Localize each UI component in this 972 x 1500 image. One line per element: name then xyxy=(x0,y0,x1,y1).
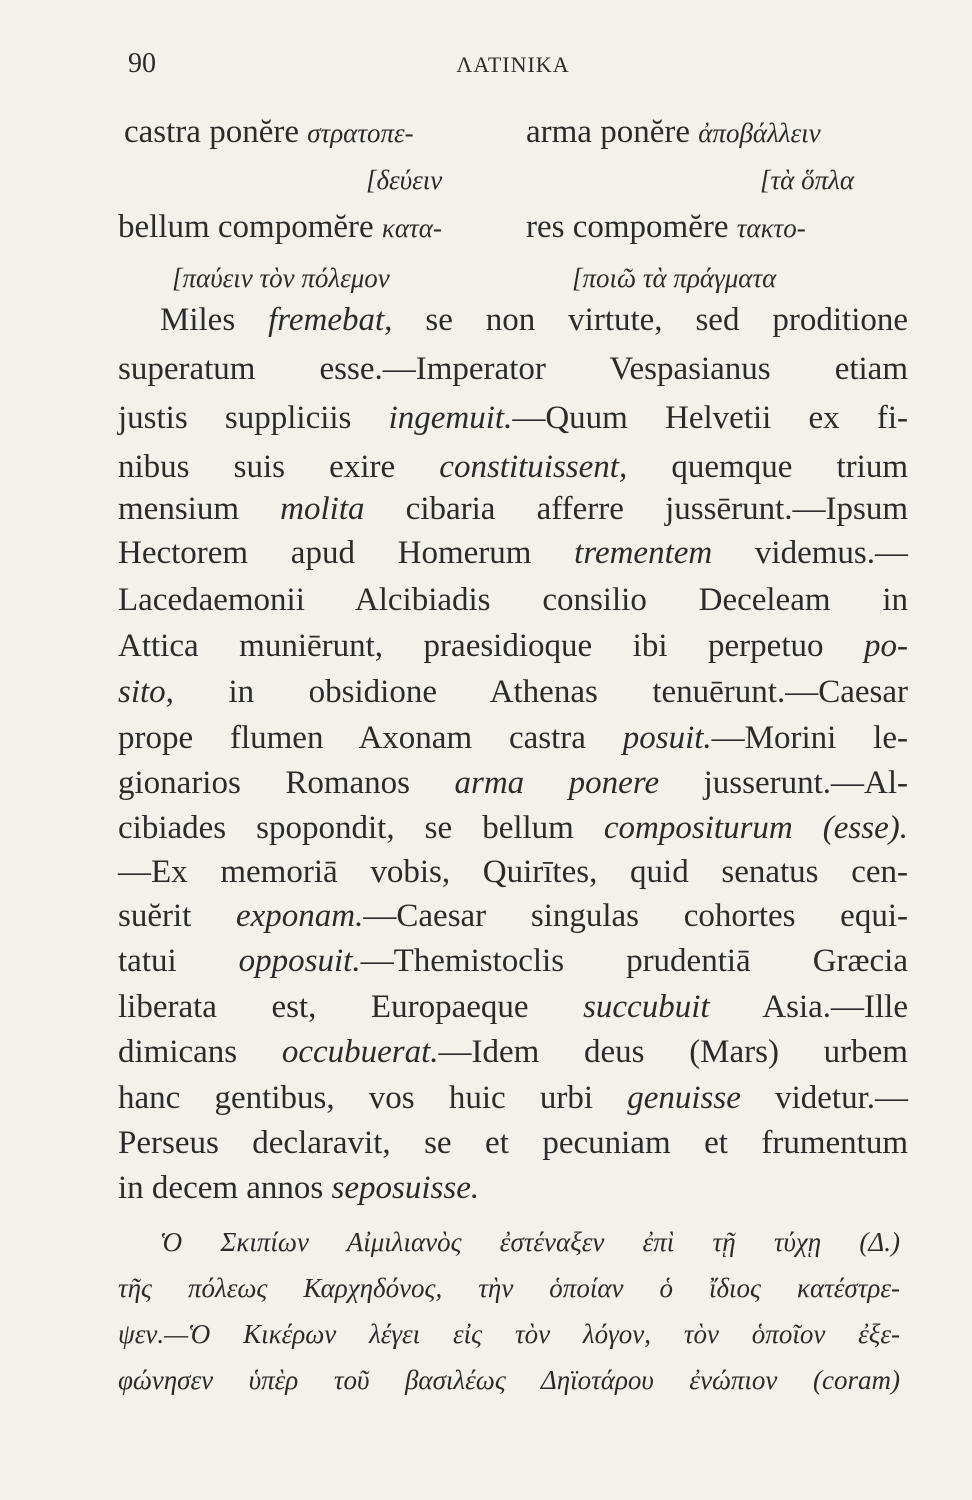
vocab-continuation: [ποιῶ τὰ πράγματα xyxy=(572,263,777,293)
text-line: cibiades spopondit, se bellum compositurum (esse). xyxy=(118,810,908,846)
vocab-continuation: [τὰ ὅπλα xyxy=(760,165,854,195)
greek-line: Ὁ Σκιπίων Αἰμιλιανὸς ἐστέναξεν ἐπὶ τῇ τύχῃ (Δ.) xyxy=(160,1227,900,1257)
vocab-entry: arma ponĕre ἀποβάλλειν xyxy=(526,114,821,150)
text-line: gionarios Romanos arma ponere jusserunt.—Al- xyxy=(118,765,908,801)
text-line: —Ex memoriā vobis, Quirītes, quid senatus cen- xyxy=(118,854,908,890)
vocab-entry: bellum compomĕre κατα- xyxy=(118,209,442,245)
text-line: Attica muniērunt, praesidioque ibi perpetuo po- xyxy=(118,628,908,664)
text-line: Lacedaemonii Alcibiadis consilio Deceleam in xyxy=(118,582,908,618)
vocab-continuation: [παύειν τὸν πόλεμον xyxy=(172,263,390,293)
text-line: hanc gentibus, vos huic urbi genuisse videtur.— xyxy=(118,1080,909,1116)
vocab-entry: res compomĕre τακτο- xyxy=(526,209,806,245)
greek-line: τῆς πόλεως Καρχηδόνος, τὴν ὁποίαν ὁ ἴδιος κατέστρε- xyxy=(118,1273,900,1303)
page-number: 90 xyxy=(128,48,156,79)
vocab-continuation: [δεύειν xyxy=(366,165,443,195)
greek-line: φώνησεν ὑπὲρ τοῦ βασιλέως Δηϊοτάρου ἐνώπιον (coram) xyxy=(118,1365,900,1395)
text-line: in decem annos seposuisse. xyxy=(118,1170,480,1206)
text-line: Miles fremebat, se non virtute, sed proditione xyxy=(160,302,909,338)
text-line: suĕrit exponam.—Caesar singulas cohortes equi- xyxy=(118,898,908,934)
running-title: ΛΑΤΙΝΙΚΑ xyxy=(456,52,570,77)
text-line: superatum esse.—Imperator Vespasianus etiam xyxy=(118,351,908,387)
text-line: justis suppliciis ingemuit.—Quum Helvetii ex fi- xyxy=(118,400,909,436)
greek-line: ψεν.—Ὁ Κικέρων λέγει εἰς τὸν λόγον, τὸν ὁποῖον ἐξε- xyxy=(118,1319,900,1349)
text-line: sito, in obsidione Athenas tenuērunt.—Caesar xyxy=(118,674,908,710)
text-line: liberata est, Europaeque succubuit Asia.—Ille xyxy=(118,989,908,1025)
text-line: tatui opposuit.—Themistoclis prudentiā Græcia xyxy=(118,943,908,979)
text-line: nibus suis exire constituissent, quemque trium xyxy=(118,449,908,485)
text-line: prope flumen Axonam castra posuit.—Morini le- xyxy=(118,720,908,756)
vocab-entry: castra ponĕre στρατοπε- xyxy=(124,114,414,150)
text-line: mensium molita cibaria afferre jussērunt.—Ipsum xyxy=(118,491,908,527)
text-line: dimicans occubuerat.—Idem deus (Mars) urbem xyxy=(118,1034,908,1070)
text-line: Perseus declaravit, se et pecuniam et frumentum xyxy=(118,1125,908,1161)
text-line: Hectorem apud Homerum trementem videmus.— xyxy=(118,535,908,571)
page-header xyxy=(128,48,898,88)
